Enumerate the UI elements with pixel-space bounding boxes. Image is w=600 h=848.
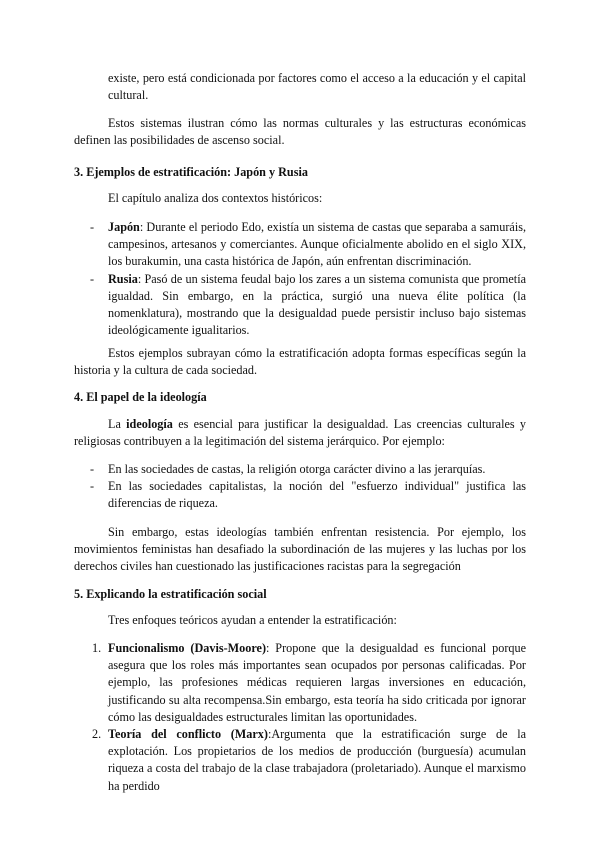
section-3-list (74, 219, 526, 339)
item-term: Japón (108, 220, 140, 234)
intro-text: es esencial para justificar la desigualdad. Las creencias culturales y religiosas contribuyen a la legitimación del sistema jerárquico. Por ejemplo: (74, 417, 526, 449)
item-text: : Pasó de un sistema feudal bajo los zares a un sistema comunista que prometía igualdad. Sin embargo, en la práctica, surgió una nueva élite política (la nomenklatura), mostrando que la desigualdad puede persistir incluso bajo sistemas ideológicamente igualitarios. (108, 271, 526, 338)
item-term: Rusia (108, 271, 138, 286)
section-4-intro (74, 416, 526, 450)
continuation-paragraph: existe, pero está condicionada por factores como el acceso a la educación y el capital cultural. (108, 71, 526, 103)
list-item (74, 478, 526, 512)
ideology-term: ideología (126, 417, 173, 431)
systems-paragraph: Estos sistemas ilustran cómo las normas culturales y las estructuras económicas definen las posibilidades de ascenso social. (74, 116, 526, 148)
intro-text: La (108, 417, 127, 431)
list-marker: - (90, 271, 95, 286)
list-marker: - (90, 220, 95, 234)
section-3-closing: Estos ejemplos subrayan cómo la estratificación adopta formas específicas según la historia y la cultura de cada sociedad. (74, 346, 526, 378)
list-item (74, 271, 526, 340)
list-item (74, 219, 526, 271)
item-text: :Argumenta que la estratificación surge de la explotación. Los propietarios de los medios de producción (burguesía) acumulan riqueza a costa del trabajo de la clase trabajadora (proletariado). Aunque el marxismo ha perdido (108, 727, 526, 793)
section-4-heading: 4. El papel de la ideología (74, 390, 207, 404)
list-item (74, 461, 526, 478)
list-number: 1. (92, 641, 102, 655)
section-3-heading: 3. Ejemplos de estratificación: Japón y Rusia (74, 165, 308, 179)
section-3-intro: El capítulo analiza dos contextos históricos: (108, 191, 323, 205)
section-5-list (74, 640, 526, 795)
section-5-heading: 5. Explicando la estratificación social (74, 587, 267, 601)
list-marker: - (90, 479, 95, 494)
list-item (74, 640, 526, 726)
item-term: Funcionalismo (Davis-Moore) (108, 641, 267, 655)
section-4-closing: Sin embargo, estas ideologías también enfrentan resistencia. Por ejemplo, los movimientos feministas han desafiado la subordinación de las mujeres y las luchas por los derechos civiles han cuestionado las justificaciones racistas para la segregación (74, 525, 526, 574)
item-term: Teoría del conflicto (Marx) (108, 727, 268, 742)
item-text: En las sociedades capitalistas, la noción del "esfuerzo individual" justifica las diferencias de riqueza. (108, 479, 526, 511)
item-text: En las sociedades de castas, la religión otorga carácter divino a las jerarquías. (108, 462, 486, 476)
list-item (74, 726, 526, 795)
item-text: : Propone que la desigualdad es funcional porque asegura que los roles más importantes sean ocupados por personas calificadas. Por ejemplo, las profesiones médicas requieren largas inversiones en educación, justificando su alta recompensa.Sin embargo, esta teoría ha sido criticada por ignorar cómo las desigualdades estructurales limitan las oportunidades. (108, 641, 526, 724)
list-number: 2. (92, 727, 102, 742)
section-5-intro: Tres enfoques teóricos ayudan a entender la estratificación: (108, 613, 397, 627)
item-text: : Durante el periodo Edo, existía un sistema de castas que separaba a samuráis, campesinos, artesanos y comerciantes. Aunque oficialmente abolido en el siglo XIX, los burakumin, una casta histórica de Japón, aún enfrentan discriminación. (108, 220, 526, 269)
section-4-list (74, 461, 526, 513)
list-marker: - (90, 462, 95, 476)
